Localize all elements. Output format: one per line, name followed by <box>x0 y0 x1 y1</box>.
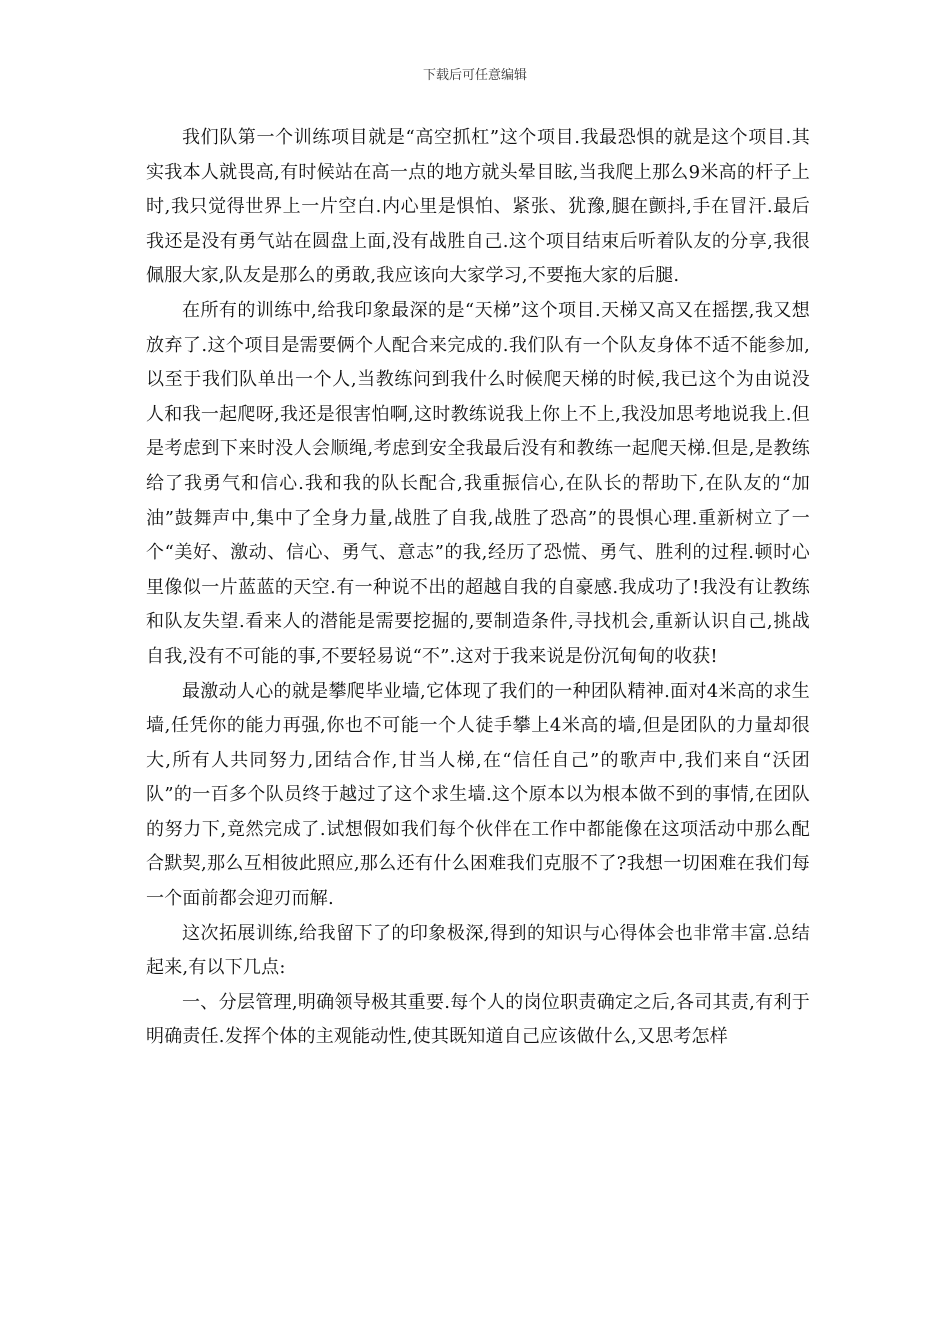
paragraph-summary: 这次拓展训练,给我留下了的印象极深,得到的知识与心得体会也非常丰富.总结起来,有以下几点: <box>146 922 810 979</box>
paragraph-point-one: 一、分层管理,明确领导极其重要.每个人的岗位职责确定之后,各司其责,有利于明确责任.发挥个体的主观能动性,使其既知道自己应该做什么,又思考怎样 <box>146 991 810 1048</box>
paragraph-sky-ladder: 在所有的训练中,给我印象最深的是“天梯”这个项目.天梯又高又在摇摆,我又想放弃了.这个项目是需要俩个人配合来完成的.我们队有一个队友身体不适不能参加,以至于我们队单出一个人,当教练问到我什么时候爬天梯的时候,我已这个为由说没人和我一起爬呀,我还是很害怕啊,这时教练说我上你上不上,我没加思考地说我上.但是考虑到下来时没人会顺绳,考虑到安全我最后没有和教练一起爬天梯.但是,是教练给了我勇气和信心.我和我的队长配合,我重振信心,在队长的帮助下,在队友的“加油”鼓舞声中,集中了全身力量,战胜了自我,战胜了恐高”的畏惧心理.重新树立了一个“美好、激动、信心、勇气、意志”的我,经历了恐慌、勇气、胜利的过程.顿时心里像似一片蓝蓝的天空.有一种说不出的超越自我的自豪感.我成功了!我没有让教练和队友失望.看来人的潜能是需要挖掘的,要制造条件,寻找机会,重新认识自己,挑战自我,没有不可能的事,不要轻易说“不”.这对于我来说是份沉甸甸的收获! <box>146 299 810 667</box>
paragraph-graduation-wall: 最激动人心的就是攀爬毕业墙,它体现了我们的一种团队精神.面对4米高的求生墙,任凭你的能力再强,你也不可能一个人徒手攀上4米高的墙,但是团队的力量却很大,所有人共同努力,团结合作,甘当人梯,在“信任自己”的歌声中,我们来自“沃团队”的一百多个队员终于越过了这个求生墙.这个原本以为根本做不到的事情,在团队的努力下,竟然完成了.试想假如我们每个伙伴在工作中都能像在这项活动中那么配合默契,那么互相彼此照应,那么还有什么困难我们克服不了?我想一切困难在我们每一个面前都会迎刃而解. <box>146 680 810 910</box>
paragraph-high-bar: 我们队第一个训练项目就是“高空抓杠”这个项目.我最恐惧的就是这个项目.其实我本人就畏高,有时候站在高一点的地方就头晕目眩,当我爬上那么9米高的杆子上时,我只觉得世界上一片空白.内心里是惧怕、紧张、犹豫,腿在颤抖,手在冒汗.最后我还是没有勇气站在圆盘上面,没有战胜自己.这个项目结束后听着队友的分享,我很佩服大家,队友是那么的勇敢,我应该向大家学习,不要拖大家的后腿. <box>146 127 810 287</box>
document-body <box>146 121 810 1055</box>
page-header: 下载后可任意编辑 <box>422 68 527 83</box>
